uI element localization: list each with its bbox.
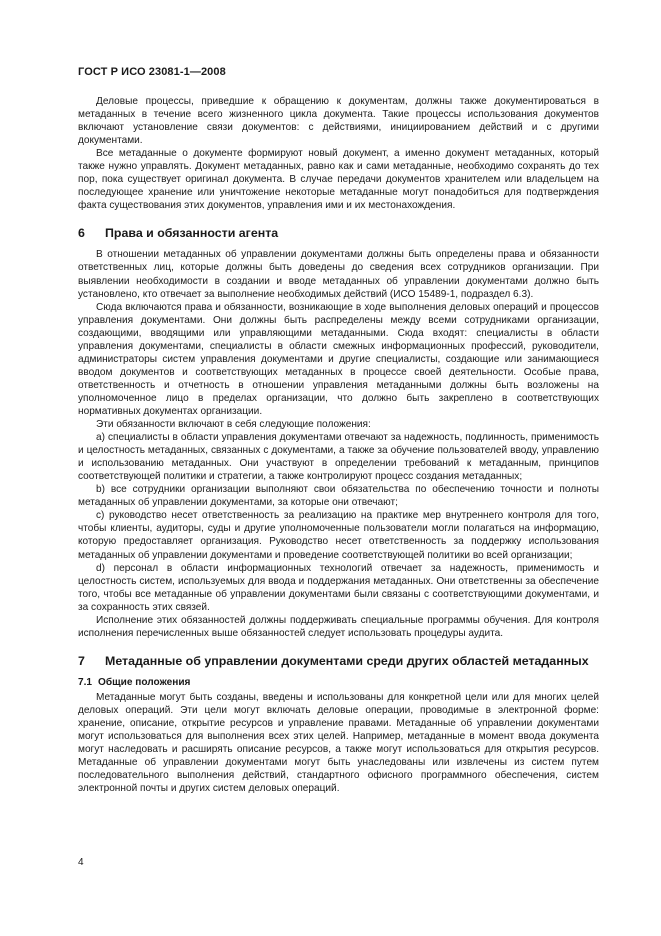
document-header: ГОСТ Р ИСО 23081-1—2008	[78, 66, 226, 78]
subsection-7-1-title: Общие положения	[98, 676, 191, 688]
section-6-paragraph-final: Исполнение этих обязанностей должны поддерживать специальные программы обучения. Для контроля исполнения перечисленных выше обязанностей следует использовать процедуры аудита.	[78, 614, 599, 639]
subsection-7-1-heading	[78, 676, 599, 689]
subsection-7-1-paragraph-1: Метаданные могут быть созданы, введены и использованы для конкретной цели или для многих целей деловых операций. Эти цели могут включать деловые операции, проводимые в электронной форме: хранение, описание, открытие ресурсов и управление правами. Метаданные об управлении документами могут использоваться для выполнения всех этих целей. Например, метаданные в момент ввода документа могут наследовать и расширять описание ресурсов, а также могут использоваться для открытия ресурсов. Метаданные об управлении документами могут быть унаследованы или извлечены из систем путем последовательного выполнения действий, стандартного офисного программного обеспечения, систем электронной почты и других систем деловых операций.	[78, 691, 599, 795]
page-content	[78, 95, 599, 795]
section-6-heading	[78, 226, 599, 241]
section-6-item-d: d) персонал в области информационных технологий отвечает за надежность, применимость и целостность систем, используемых для ввода и поддержания метаданных. Они ответственны за обеспечение того, чтобы все метаданные об управлении документами были связаны с соответствующими документами, и за сохранность этих связей.	[78, 562, 599, 613]
section-6-item-c: c) руководство несет ответственность за реализацию на практике мер внутреннего контроля для того, чтобы клиенты, аудиторы, суды и другие уполномоченные пользователи могли полагаться на информацию, которую предоставляет организация. Руководство несет ответственность за поддержку использования метаданных об управлении документами и проведение соответствующей политики во всей организации;	[78, 510, 599, 561]
section-7-title: Метаданные об управлении документами среди других областей метаданных	[105, 653, 589, 668]
subsection-7-1-number: 7.1	[78, 676, 93, 688]
section-6-paragraph-1: В отношении метаданных об управлении документами должны быть определены права и обязанности ответственных лиц, которые должны быть доведены до сведения всех сотрудников организации. При выявлении необходимости в создании и вводе метаданных об управлении документами должно быть установлено, кто отвечает за выполнение необходимых действий (ИСО 15489-1, подраздел 6.3).	[78, 249, 599, 300]
section-6-title: Права и обязанности агента	[105, 226, 279, 241]
page-number: 4	[78, 857, 84, 868]
section-6-paragraph-3: Эти обязанности включают в себя следующие положения:	[96, 419, 371, 431]
intro-paragraph-2: Все метаданные о документе формируют новый документ, а именно документ метаданных, который также нужно управлять. Документ метаданных, равно как и сами метаданные, необходимо сохранять до тех пор, пока существует оригинал документа. В случае передачи документов хранителем или владельцем на последующее хранение или уничтожение некоторые метаданные могут понадобиться для подтверждения факта существования этих документов, управления ими и их местонахождения.	[78, 148, 599, 212]
section-6-paragraph-2: Сюда включаются права и обязанности, возникающие в ходе выполнения деловых операций и процессов управления документами. Они должны быть распределены между всеми сотрудниками организации, создающими, вводящими или управляющими метаданными. Сюда входят: специалисты в области управления документами, специалисты в области смежных информационных профессий, руководители, администраторы систем управления документами и другие специалисты, создающие или занимающиеся вводом документов и соответствующих метаданных в процессе своей деятельности. Особые права, ответственность и отчетность в отношении управления метаданными должны быть возложены на уполномоченное лицо в пределах организации, что должно быть закреплено в соответствующих нормативных документах организации.	[78, 301, 599, 417]
section-7-heading	[78, 654, 599, 669]
section-6-item-a: а) специалисты в области управления документами отвечают за надежность, подлинность, применимость и целостность метаданных, связанных с документами, а также за обучение пользователей вводу, управлению и использованию метаданных. Они участвуют в определении требований к метаданным, принципов соответствующей политики и стратегии, а также контролируют процесс создания метаданных;	[78, 432, 599, 483]
section-6-item-b: b) все сотрудники организации выполняют свои обязательства по обеспечению точности и полноты метаданных об управлении документами, за которые они отвечают;	[78, 484, 599, 509]
section-7-number: 7	[78, 653, 85, 668]
intro-paragraph-1: Деловые процессы, приведшие к обращению к документам, должны также документироваться в метаданных в течение всего жизненного цикла документа. Такие процессы использования документов включают установление связи документов: с действиями, инициированием действий и с другими документами.	[78, 96, 599, 147]
section-6-number: 6	[78, 226, 85, 241]
